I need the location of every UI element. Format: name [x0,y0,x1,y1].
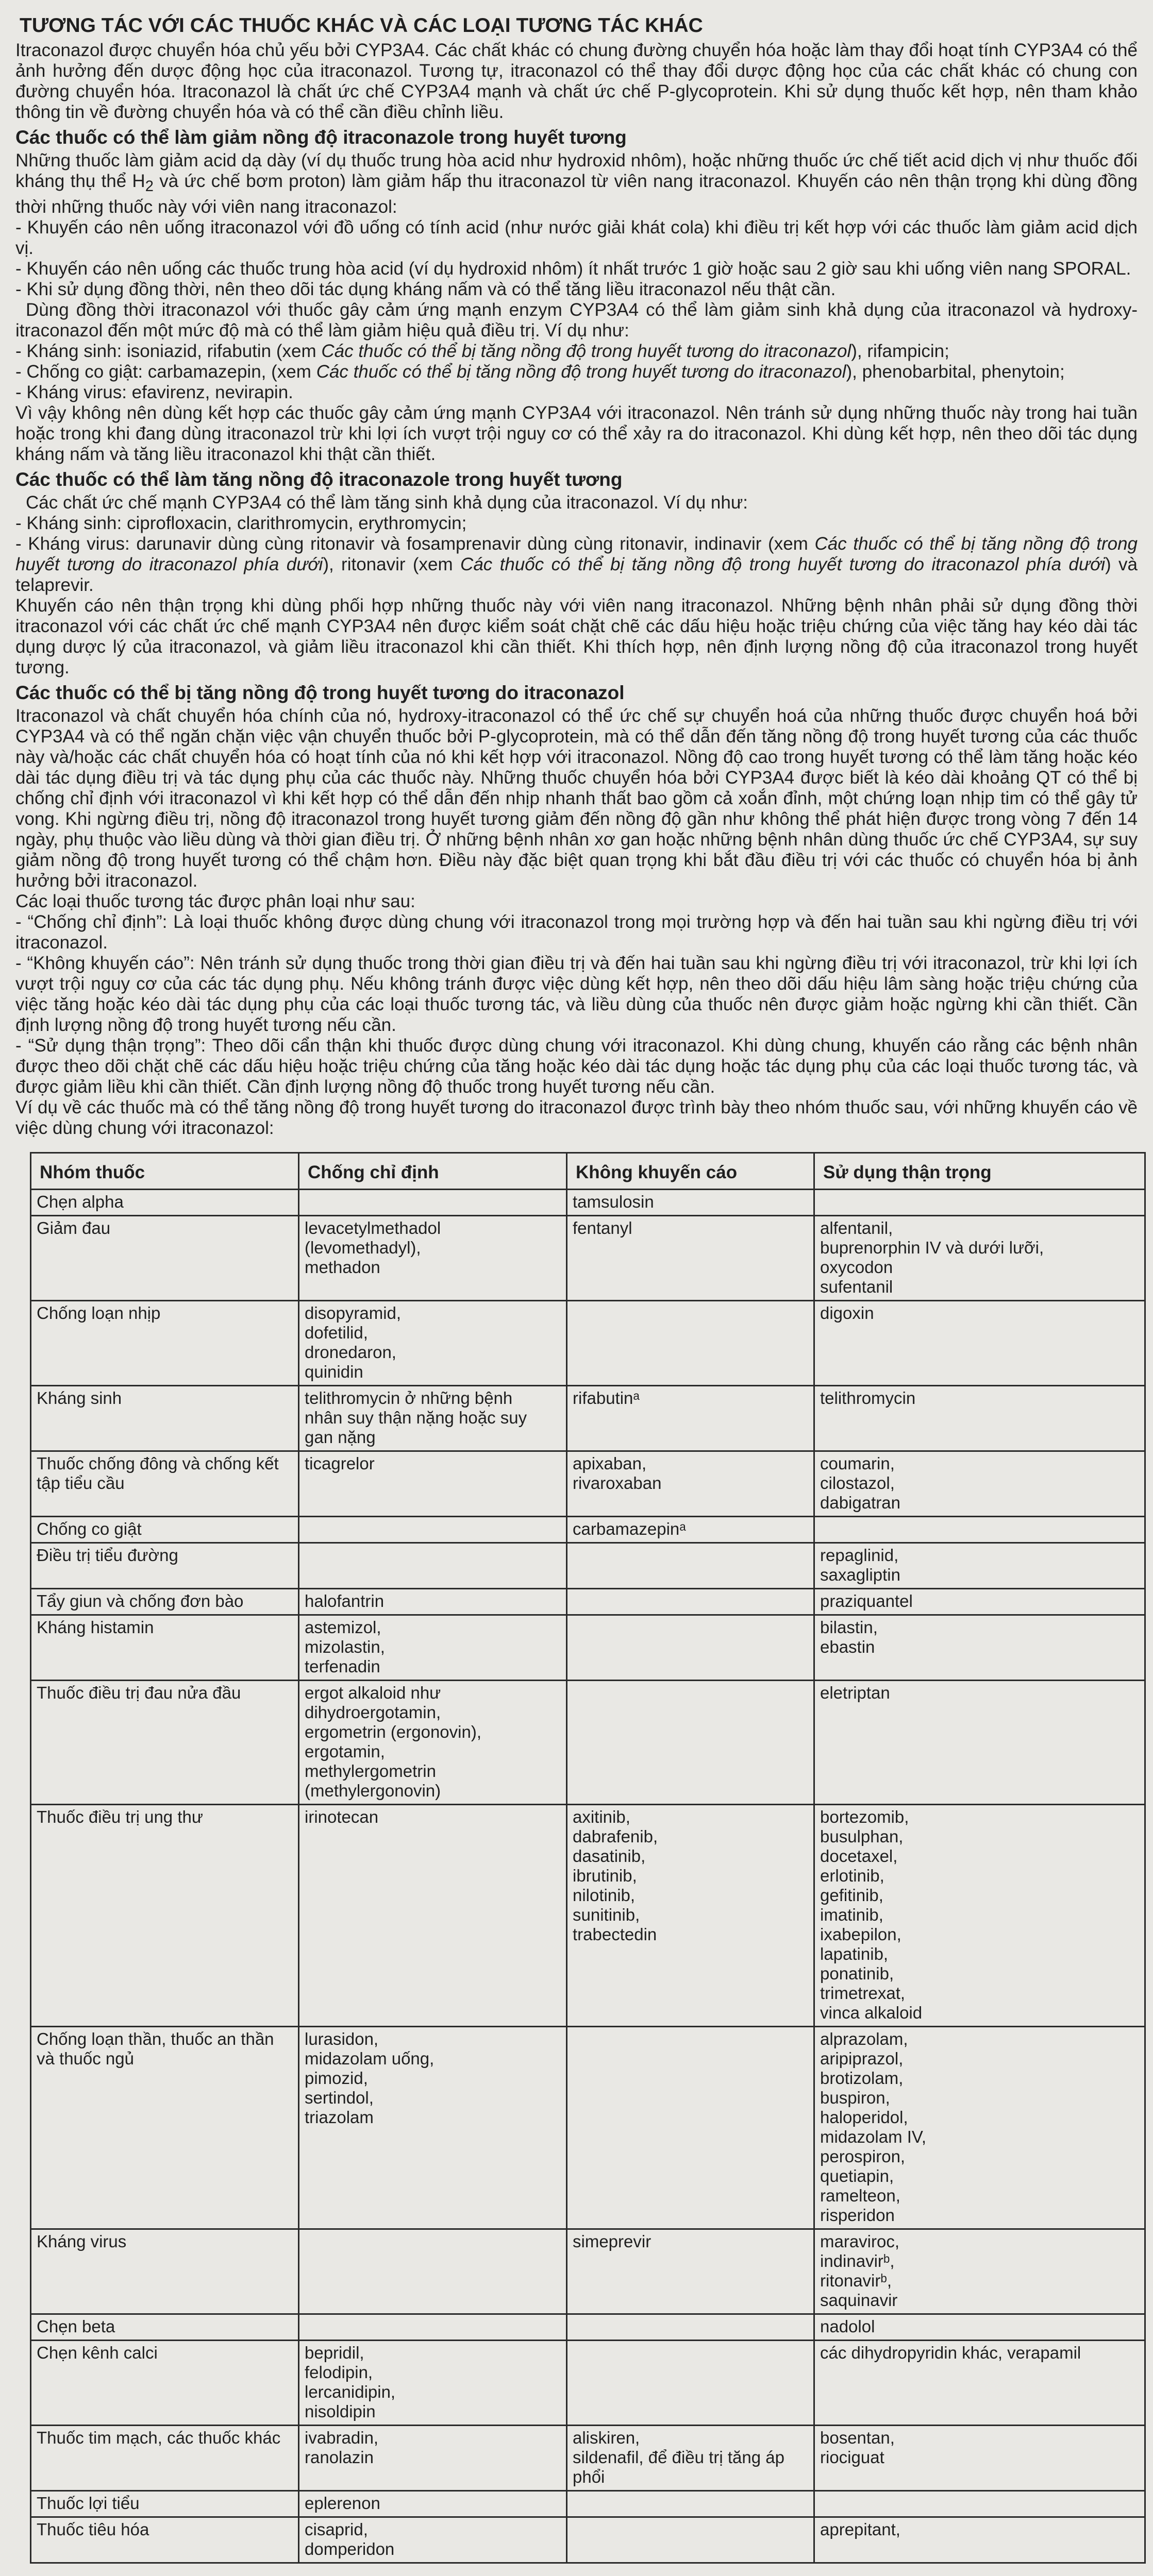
cell-not-recommended [567,1386,814,1451]
cell-contraindicated [299,2314,567,2341]
cell-line: cisaprid, [305,2520,368,2539]
s3-bullet: - “Không khuyến cáo”: Nên tránh sử dụng thuốc trong thời gian điều trị và đến hai tuần sau khi ngừng điều trị với itraconazol, trừ khi lợi ích vượt trội nguy cơ của các tác dụng phụ. Nếu không tránh được việc dùng kết hợp, nên theo dõi dấu hiệu lâm sàng hoặc triệu chứng của việc tăng hoặc kéo dài tác dụng phụ của các loại thuốc tương tác, và liều dùng của thuốc nên được giảm hoặc ngừng khi cần thiết. Cần định lượng nồng độ trong huyết tương nếu cần. [15,953,1138,1035]
header-group: Nhóm thuốc [31,1153,299,1190]
cell-group: Chẹn beta [31,2314,299,2341]
table-body [31,1190,1145,2563]
cell-contraindicated [299,1190,567,1216]
cell-line: midazolam IV, [820,2127,927,2146]
cell-line: maraviroc, [820,2232,900,2251]
cell-line: erlotinib, [820,1866,884,1885]
cell-contraindicated [299,1301,567,1386]
table-row [31,2341,1145,2426]
cell-line: apixaban, [573,1454,647,1473]
cell-line: ebastin [820,1637,875,1656]
cell-not-recommended [567,1190,814,1216]
cell-line: bortezomib, [820,1807,909,1826]
cell-not-recommended [567,1589,814,1615]
cell-caution [814,2426,1145,2491]
s1-paragraph-3: Vì vậy không nên dùng kết hợp các thuốc gây cảm ứng mạnh CYP3A4 với itraconazol. Nên tránh sử dụng những thuốc này trong hai tuần hoặc trong khi đang dùng itraconazol trừ khi lợi ích vượt trội nguy cơ có thể xảy ra do itraconazol. Khi dùng kết hợp, nên theo dõi tác dụng kháng nấm và tăng liều itraconazol khi thật cần thiết. [15,403,1138,464]
cell-line: pimozid, [305,2069,368,2088]
cell-line: eletriptan [820,1683,890,1702]
cell-group: Điều trị tiểu đường [31,1543,299,1589]
cell-caution [814,2491,1145,2517]
intro-paragraph: Itraconazol được chuyển hóa chủ yếu bởi CYP3A4. Các chất khác có chung đường chuyển hóa hoặc làm thay đổi hoạt tính CYP3A4 có thể ảnh hưởng đến dược động học của itraconazol. Tương tự, itraconazol có thể thay đổi dược động học của các chất khác có chung con đường chuyển hóa. Itraconazol là chất ức chế CYP3A4 mạnh và chất ức chế P-glycoprotein. Khi sử dụng thuốc kết hợp, nên tham khảo thông tin về đường chuyển hóa và có thể cần điều chỉnh liều. [15,40,1138,122]
cell-not-recommended [567,1805,814,2027]
cell-contraindicated [299,2491,567,2517]
cell-contraindicated [299,2027,567,2229]
interaction-table [30,1152,1146,2564]
cell-caution [814,2027,1145,2229]
cell-line: alprazolam, [820,2029,908,2048]
cell-line: sufentanil [820,1277,893,1296]
cell-contraindicated [299,2517,567,2563]
cell-not-recommended [567,1543,814,1589]
cell-line: carbamazepinᵃ [573,1519,686,1538]
cell-line: phổi [573,2467,605,2486]
cell-contraindicated [299,1386,567,1451]
cell-line: gan nặng [305,1428,376,1447]
cell-line: astemizol, [305,1618,381,1637]
cell-contraindicated [299,2426,567,2491]
cell-line: terfenadin [305,1657,380,1676]
cell-contraindicated [299,2341,567,2426]
cell-line: sildenafil, để điều trị tăng áp [573,2448,784,2467]
cell-contraindicated [299,1681,567,1805]
cell-caution [814,1615,1145,1681]
cell-not-recommended [567,2426,814,2491]
cell-line: (levomethadyl), [305,1238,421,1257]
cell-line: disopyramid, [305,1303,402,1323]
cell-line: fentanyl [573,1218,632,1238]
s3-bullet: - “Chống chỉ định”: Là loại thuốc không được dùng chung với itraconazol trong mọi trường hợp và đến hai tuần sau khi ngừng điều trị với itraconazol. [15,912,1138,953]
cell-line: methylergometrin [305,1761,436,1781]
cell-caution [814,2314,1145,2341]
cell-contraindicated [299,1805,567,2027]
table-row [31,1543,1145,1589]
cell-not-recommended [567,1517,814,1543]
cell-group: Chẹn alpha [31,1190,299,1216]
table-row [31,1301,1145,1386]
cell-line: praziquantel [820,1591,913,1611]
cell-caution [814,1301,1145,1386]
cell-caution [814,1589,1145,1615]
cell-caution [814,1190,1145,1216]
s3-paragraph-2: Các loại thuốc tương tác được phân loại như sau: [15,891,415,911]
cell-line: dabigatran [820,1493,900,1512]
cell-group: Chẹn kênh calci [31,2341,299,2426]
cell-line: ibrutinib, [573,1866,637,1885]
cell-line: dronedaron, [305,1343,396,1362]
cell-contraindicated [299,1615,567,1681]
cell-group: Thuốc tim mạch, các thuốc khác [31,2426,299,2491]
cell-group: Giảm đau [31,1216,299,1301]
cell-line: aliskiren, [573,2428,640,2447]
s1-paragraph-1: Những thuốc làm giảm acid dạ dày (ví dụ thuốc trung hòa acid như hydroxid nhôm), hoặc những thuốc ức chế tiết acid dịch vị như thuốc đối kháng thụ thể $H_2$ và ức chế bơm proton) làm giảm hấp thu itraconazol từ viên nang itraconazol. Khuyến cáo nên thận trọng khi dùng đồng thời những thuốc này với viên nang itraconazol: [15,150,1138,217]
cell-line: saquinavir [820,2291,898,2310]
cell-caution [814,1386,1145,1451]
cell-line: quinidin [305,1362,363,1381]
cell-not-recommended [567,1615,814,1681]
s1-paragraph-2: Dùng đồng thời itraconazol với thuốc gây cảm ứng mạnh enzym CYP3A4 có thể làm giảm sinh khả dụng của itraconazol và hydroxy-itraconazol đến một mức độ mà có thể làm giảm hiệu quả điều trị. Ví dụ như: [15,300,1138,341]
cell-line: docetaxel, [820,1846,898,1866]
s2-paragraph-2: Khuyến cáo nên thận trọng khi dùng phối hợp những thuốc này với viên nang itraconazol. Những bệnh nhân phải sử dụng đồng thời itraconazol với các chất ức chế mạnh CYP3A4 nên được kiểm soát chặt chẽ các dấu hiệu hoặc triệu chứng của việc tăng hay kéo dài tác dụng dược lý của itraconazol, và giảm liều itraconazol khi cần thiết. Khi thích hợp, nên định lượng nồng độ của itraconazol trong huyết tương. [15,596,1138,677]
table-row [31,2517,1145,2563]
cell-line: dihydroergotamin, [305,1703,441,1722]
cell-line: halofantrin [305,1591,385,1611]
table-row [31,1681,1145,1805]
table-row [31,1386,1145,1451]
table-row [31,1615,1145,1681]
table-row [31,1517,1145,1543]
s1-bullet: - Khuyến cáo nên uống các thuốc trung hòa acid (ví dụ hydroxid nhôm) ít nhất trước 1 giờ hoặc sau 2 giờ sau khi uống viên nang SPORAL. [15,259,1131,279]
cell-line: sertindol, [305,2088,374,2107]
table-row [31,2229,1145,2314]
s3-paragraph-1: Itraconazol và chất chuyển hóa chính của nó, hydroxy-itraconazol có thể ức chế sự chuyển hoá của những thuốc được chuyển hoá bởi CYP3A4 và có thể ngăn chặn việc vận chuyển thuốc bởi P-glycoprotein, mà có thể dẫn đến tăng nồng độ trong huyết tương của các thuốc này và/hoặc các chất chuyển hóa có hoạt tính của nó khi kết hợp với itraconazol. Nồng độ cao trong huyết tương có thể làm tăng hoặc kéo dài tác dụng điều trị và tác dụng phụ của các thuốc này. Những thuốc chuyển hóa bởi CYP3A4 được biết là kéo dài khoảng QT có thể bị chống chỉ định với itraconazol vì khi kết hợp có thể dẫn đến nhịp nhanh thất bao gồm cả xoắn đỉnh, một chứng loạn nhịp tim có thể gây tử vong. Khi ngừng điều trị, nồng độ itraconazol trong huyết tương giảm đến nồng độ gần như không thể phát hiện được trong vòng 7 đến 14 ngày, phụ thuộc vào liều dùng và thời gian điều trị. Ở những bệnh nhân xơ gan hoặc những bệnh nhân dùng thuốc ức chế CYP3A4, sự suy giảm nồng độ trong huyết tương có thể chậm hơn. Điều này đặc biệt quan trọng khi bắt đầu điều trị với các thuốc có chuyển hóa bị ảnh hưởng bởi itraconazol. [15,706,1138,891]
cell-line: rifabutinᵃ [573,1388,640,1408]
cell-contraindicated [299,1451,567,1517]
cell-line: nilotinib, [573,1886,636,1905]
cell-caution [814,1805,1145,2027]
cell-not-recommended [567,1451,814,1517]
header-caution: Sử dụng thận trọng [814,1153,1145,1190]
cell-contraindicated [299,1543,567,1589]
s2-bullet: - Kháng virus: darunavir dùng cùng ritonavir và fosamprenavir dùng cùng ritonavir, indinavir (xem Các thuốc có thể bị tăng nồng độ trong huyết tương do itraconazol phía dưới), ritonavir (xem Các thuốc có thể bị tăng nồng độ trong huyết tương do itraconazol phía dưới) và telaprevir. [15,534,1138,595]
cell-not-recommended [567,2027,814,2229]
cell-not-recommended [567,2229,814,2314]
cell-line: gefitinib, [820,1886,883,1905]
cell-line: irinotecan [305,1807,379,1826]
cell-line: axitinib, [573,1807,630,1826]
cell-not-recommended [567,2517,814,2563]
table-header-row [31,1153,1145,1190]
cell-line: eplerenon [305,2494,380,2513]
cell-group: Chống co giật [31,1517,299,1543]
cell-line: bosentan, [820,2428,895,2447]
cell-line: ergot alkaloid như [305,1683,441,1702]
cell-line: vinca alkaloid [820,2003,923,2022]
cell-line: triazolam [305,2108,374,2127]
s1-bullet: - Kháng virus: efavirenz, nevirapin. [15,382,293,402]
cell-line: trimetrexat, [820,1984,906,2003]
s1-bullet: - Khuyến cáo nên uống itraconazol với đồ uống có tính acid (như nước giải khát cola) khi điều trị kết hợp với các thuốc làm giảm acid dịch vị. [15,217,1138,258]
cell-line: nadolol [820,2317,875,2336]
cell-line: cilostazol, [820,1473,895,1493]
cell-not-recommended [567,1681,814,1805]
cell-line: bilastin, [820,1618,878,1637]
cell-line: coumarin, [820,1454,895,1473]
cell-line: lurasidon, [305,2029,379,2048]
cell-line: ergotamin, [305,1742,385,1761]
cell-group: Thuốc lợi tiểu [31,2491,299,2517]
cell-caution [814,2229,1145,2314]
s3-paragraph-3: Ví dụ về các thuốc mà có thể tăng nồng độ trong huyết tương do itraconazol được trình bày theo nhóm thuốc sau, với những khuyến cáo về việc dùng chung với itraconazol: [15,1097,1138,1138]
cell-line: methadon [305,1258,380,1277]
cell-line: busulphan, [820,1827,904,1846]
cell-not-recommended [567,2491,814,2517]
cell-line: buprenorphin IV và dưới lưỡi, [820,1238,1044,1257]
cell-caution [814,1517,1145,1543]
cell-line: bepridil, [305,2343,364,2362]
cell-line: aripiprazol, [820,2049,904,2068]
cell-line: dofetilid, [305,1323,368,1342]
cell-line: ponatinib, [820,1964,894,1983]
cell-group: Kháng sinh [31,1386,299,1451]
cell-line: simeprevir [573,2232,651,2251]
s3-bullet: - “Sử dụng thận trọng”: Theo dõi cẩn thận khi thuốc được dùng chung với itraconazol. Khi dùng chung, khuyến cáo rằng các bệnh nhân được theo dõi chặt chẽ các dấu hiệu hoặc triệu chứng của tăng hoặc kéo dài tác dụng hoặc tác dụng phụ của các loại thuốc tương tác, và được giảm liều khi cần thiết. Cần định lượng nồng độ thuốc trong huyết tương nếu cần. [15,1036,1138,1097]
cell-not-recommended [567,1301,814,1386]
cell-line: levacetylmethadol [305,1218,441,1238]
header-not-recommended: Không khuyến cáo [567,1153,814,1190]
cell-line: risperidon [820,2206,895,2225]
s1-bullet: - Chống co giật: carbamazepin, (xem Các thuốc có thể bị tăng nồng độ trong huyết tương do itraconazol), phenobarbital, phenytoin; [15,362,1065,382]
cell-contraindicated [299,1517,567,1543]
table-row [31,1451,1145,1517]
cell-not-recommended [567,1216,814,1301]
cell-group: Thuốc tiêu hóa [31,2517,299,2563]
header-contraindicated: Chống chỉ định [299,1153,567,1190]
cell-caution [814,2517,1145,2563]
cell-group: Chống loạn nhịp [31,1301,299,1386]
table-row [31,1805,1145,2027]
cell-group: Thuốc chống đông và chống kết tập tiểu cầu [31,1451,299,1517]
cell-line: ramelteon, [820,2186,900,2205]
cell-line: digoxin [820,1303,874,1323]
cell-not-recommended [567,2314,814,2341]
cell-line: saxagliptin [820,1565,900,1584]
cell-line: trabectedin [573,1925,657,1944]
cell-caution [814,2341,1145,2426]
cell-line: midazolam uống, [305,2049,435,2068]
cell-line: brotizolam, [820,2069,904,2088]
cell-line: quetiapin, [820,2166,894,2185]
cell-line: domperidon [305,2539,395,2558]
table-row [31,2314,1145,2341]
document-title: TƯƠNG TÁC VỚI CÁC THUỐC KHÁC VÀ CÁC LOẠI TƯƠNG TÁC KHÁC [20,14,703,37]
cell-line: buspiron, [820,2088,890,2107]
table-row [31,2426,1145,2491]
table-row [31,2491,1145,2517]
cell-caution [814,1451,1145,1517]
cell-group: Kháng virus [31,2229,299,2314]
cell-line: indinavirᵇ, [820,2251,895,2270]
cell-line: imatinib, [820,1905,883,1924]
cell-line: felodipin, [305,2363,373,2382]
cell-not-recommended [567,2341,814,2426]
cell-line: perospiron, [820,2147,906,2166]
cell-group: Thuốc điều trị ung thư [31,1805,299,2027]
table-row [31,1190,1145,1216]
cell-contraindicated [299,1589,567,1615]
table-row [31,1216,1145,1301]
cell-line: nisoldipin [305,2402,376,2421]
cell-line: ivabradin, [305,2428,379,2447]
cell-caution [814,1543,1145,1589]
s2-bullet: - Kháng sinh: ciprofloxacin, clarithromycin, erythromycin; [15,513,467,533]
section-heading-increase-itraconazole: Các thuốc có thể làm tăng nồng độ itraconazole trong huyết tương [15,469,623,490]
cell-line: rivaroxaban [573,1473,662,1493]
cell-caution [814,1681,1145,1805]
cell-line: ticagrelor [305,1454,375,1473]
cell-line: alfentanil, [820,1218,893,1238]
cell-line: aprepitant, [820,2520,900,2539]
cell-line: tamsulosin [573,1192,654,1211]
cell-line: repaglinid, [820,1546,899,1565]
cell-line: sunitinib, [573,1905,640,1924]
cell-line: haloperidol, [820,2108,908,2127]
cell-group: Chống loạn thần, thuốc an thần và thuốc ngủ [31,2027,299,2229]
table-row [31,1589,1145,1615]
section-heading-decrease: Các thuốc có thể làm giảm nồng độ itraconazole trong huyết tương [15,127,627,148]
cell-line: ixabepilon, [820,1925,901,1944]
section-heading-increase-others: Các thuốc có thể bị tăng nồng độ trong huyết tương do itraconazol [15,682,625,703]
cell-caution [814,1216,1145,1301]
cell-line: lapatinib, [820,1944,889,1963]
s1-bullet: - Khi sử dụng đồng thời, nên theo dõi tác dụng kháng nấm và có thể tăng liều itraconazol nếu thật cần. [15,279,836,299]
table-row [31,2027,1145,2229]
cell-contraindicated [299,2229,567,2314]
cell-group: Tẩy giun và chống đơn bào [31,1589,299,1615]
cell-line: riociguat [820,2448,884,2467]
cell-line: các dihydropyridin khác, verapamil [820,2343,1081,2362]
cell-group: Kháng histamin [31,1615,299,1681]
cell-line: dasatinib, [573,1846,646,1866]
cell-line: telithromycin ở những bệnh [305,1388,513,1408]
cell-line: nhân suy thận nặng hoặc suy [305,1408,527,1427]
cell-contraindicated [299,1216,567,1301]
cell-line: lercanidipin, [305,2382,396,2401]
cell-line: mizolastin, [305,1637,385,1656]
s2-paragraph-1: Các chất ức chế mạnh CYP3A4 có thể làm tăng sinh khả dụng của itraconazol. Ví dụ như: [26,493,748,513]
cell-line: ranolazin [305,2448,374,2467]
cell-line: ergometrin (ergonovin), [305,1722,481,1741]
cell-group: Thuốc điều trị đau nửa đầu [31,1681,299,1805]
cell-line: ritonavirᵇ, [820,2271,892,2290]
cell-line: oxycodon [820,1258,893,1277]
cell-line: (methylergonovin) [305,1781,441,1800]
s1-bullet: - Kháng sinh: isoniazid, rifabutin (xem Các thuốc có thể bị tăng nồng độ trong huyết tương do itraconazol), rifampicin; [15,341,949,361]
cell-line: telithromycin [820,1388,916,1408]
cell-line: dabrafenib, [573,1827,658,1846]
